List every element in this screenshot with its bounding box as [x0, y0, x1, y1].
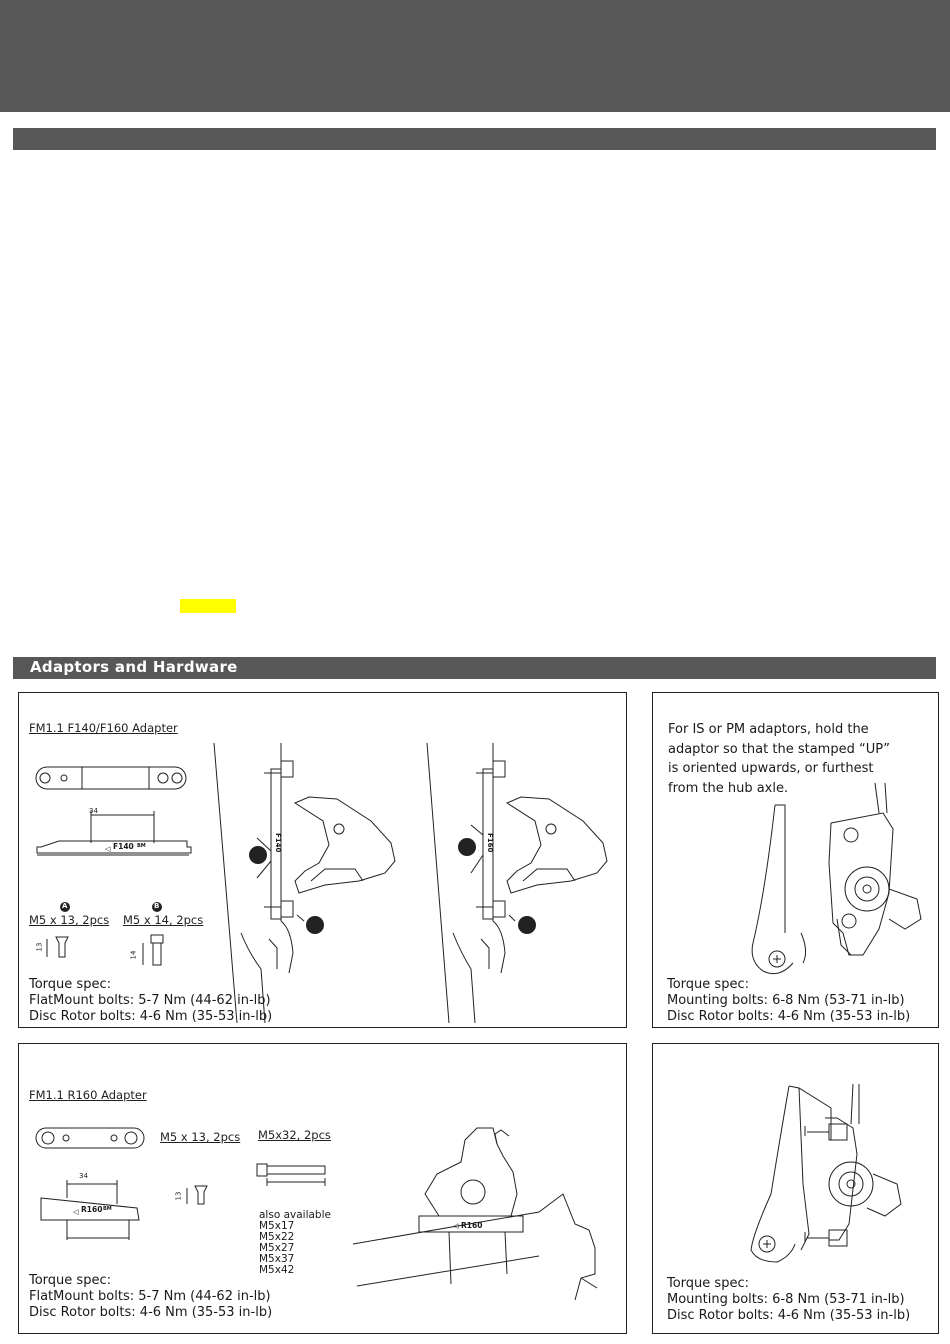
panel-fm11-r160 — [18, 1043, 627, 1334]
panel-fm11-f140-f160 — [18, 692, 627, 1028]
also-available-item: M5x27 — [259, 1242, 295, 1254]
torque-title: Torque spec: — [29, 1273, 111, 1288]
torque-mount: Mounting bolts: 6-8 Nm (53-71 in-lb) — [667, 993, 905, 1008]
also-available-item: M5x22 — [259, 1231, 295, 1243]
bolt-b-length: 14 — [129, 950, 138, 960]
dimension-label: 34 — [79, 1172, 88, 1180]
also-available-item: M5x17 — [259, 1220, 295, 1232]
panel-title: FM1.1 R160 Adapter — [29, 1088, 147, 1102]
fork-adapter-stamp-f160: F160 — [486, 833, 494, 853]
section-bar-top — [13, 128, 936, 150]
also-available-item: M5x37 — [259, 1253, 295, 1265]
adapter-stamp-mark: BM — [137, 843, 146, 849]
bolt-a-marker: A — [62, 902, 68, 910]
panel-title: FM1.1 F140/F160 Adapter — [29, 721, 178, 735]
panel-post-mount — [652, 1043, 939, 1334]
adapter-stamp-mark: BM — [103, 1206, 112, 1212]
section-title: Adaptors and Hardware — [30, 658, 238, 676]
torque-rotor: Disc Rotor bolts: 4-6 Nm (35-53 in-lb) — [667, 1009, 911, 1024]
bolt-a-length: 13 — [174, 1191, 183, 1201]
also-available-title: also available — [259, 1209, 331, 1221]
torque-mount: Mounting bolts: 6-8 Nm (53-71 in-lb) — [667, 1292, 905, 1307]
svg-text:◁: ◁ — [105, 845, 111, 853]
torque-mount: FlatMount bolts: 5-7 Nm (44-62 in-lb) — [29, 1289, 271, 1304]
svg-text:◁: ◁ — [453, 1222, 459, 1230]
torque-title: Torque spec: — [29, 977, 111, 992]
bolt-a-length: 13 — [35, 942, 44, 952]
torque-rotor: Disc Rotor bolts: 4-6 Nm (35-53 in-lb) — [29, 1305, 273, 1320]
bolt-b-spec: M5x32, 2pcs — [258, 1128, 331, 1142]
frame-adapter-stamp: R160 — [461, 1221, 483, 1230]
torque-mount: FlatMount bolts: 5-7 Nm (44-62 in-lb) — [29, 993, 271, 1008]
bolt-b-spec: M5 x 14, 2pcs — [123, 913, 204, 927]
adapter-stamp: R160 — [81, 1205, 103, 1214]
adapter-stamp: F140 — [113, 842, 134, 851]
panel-is-pm — [652, 692, 939, 1028]
torque-rotor: Disc Rotor bolts: 4-6 Nm (35-53 in-lb) — [29, 1009, 273, 1024]
bolt-a-spec: M5 x 13, 2pcs — [160, 1130, 241, 1144]
orientation-note: For IS or PM adaptors, hold the adaptor so that the stamped “UP” is oriented upwards, or furthest from the hub axle. — [668, 722, 891, 796]
bolt-a-spec: M5 x 13, 2pcs — [29, 913, 110, 927]
torque-rotor: Disc Rotor bolts: 4-6 Nm (35-53 in-lb) — [667, 1308, 911, 1323]
dimension-label: 34 — [89, 807, 98, 815]
header-band — [0, 0, 950, 112]
section-header — [13, 657, 936, 679]
also-available-item: M5x42 — [259, 1264, 295, 1276]
torque-title: Torque spec: — [667, 977, 749, 992]
fork-adapter-stamp-f140: F140 — [274, 833, 282, 853]
bolt-b-marker: B — [154, 902, 160, 910]
torque-title: Torque spec: — [667, 1276, 749, 1291]
highlight-mark — [180, 599, 236, 613]
svg-text:◁: ◁ — [73, 1208, 79, 1216]
